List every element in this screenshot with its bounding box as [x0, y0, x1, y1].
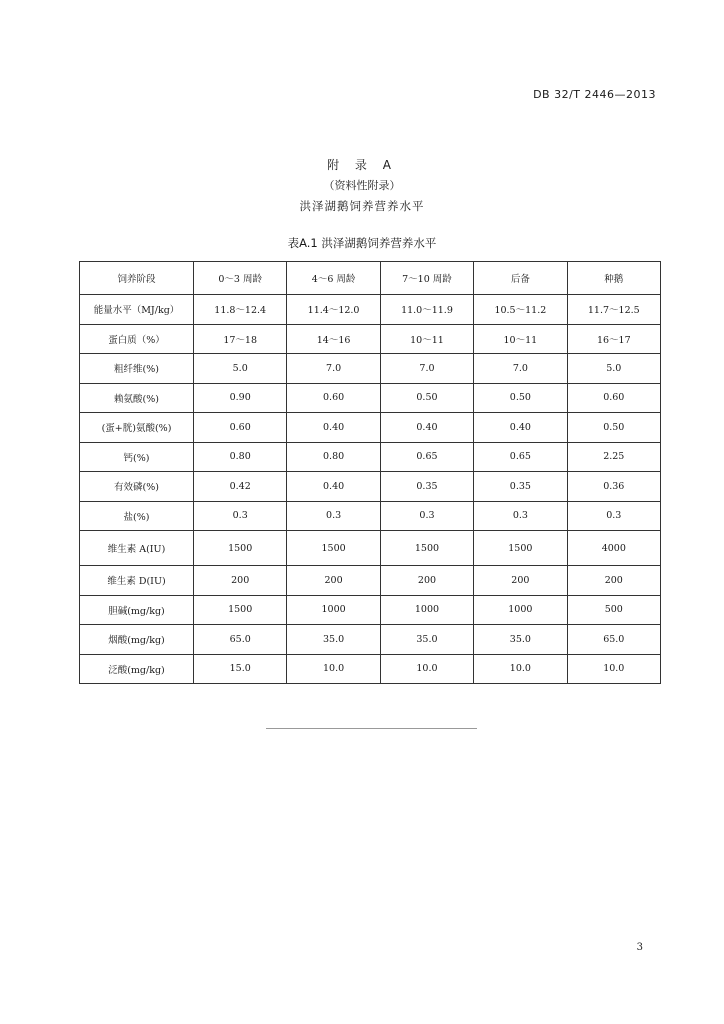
table-header-row	[80, 262, 661, 295]
row-label: 泛酸(mg/kg)	[80, 654, 194, 684]
table-cell: 65.0	[194, 625, 287, 655]
table-row	[80, 595, 661, 625]
table-cell: 10～11	[380, 324, 473, 354]
table-row	[80, 654, 661, 684]
row-label: 维生素 A(IU)	[80, 531, 194, 566]
appendix-title: 附 录 A	[327, 158, 397, 172]
table-cell: 200	[474, 566, 567, 596]
table-cell: 1000	[380, 595, 473, 625]
standard-code: DB 32/T 2446—2013	[533, 88, 656, 101]
row-label: 赖氨酸(%)	[80, 383, 194, 413]
table-cell: 2.25	[567, 442, 660, 472]
row-label: 维生素 D(IU)	[80, 566, 194, 596]
table-cell: 11.0～11.9	[380, 295, 473, 325]
table-cell: 0.50	[380, 383, 473, 413]
table-cell: 35.0	[474, 625, 567, 655]
table-cell: 0.3	[194, 501, 287, 531]
row-label: 蛋白质（%）	[80, 324, 194, 354]
table-cell: 0.60	[567, 383, 660, 413]
table-cell: 0.50	[474, 383, 567, 413]
table-cell: 10.0	[474, 654, 567, 684]
column-header: 7～10 周龄	[380, 262, 473, 295]
table-cell: 16～17	[567, 324, 660, 354]
page-number: 3	[636, 942, 643, 953]
table-cell: 0.35	[380, 472, 473, 502]
table-row	[80, 354, 661, 384]
table-cell: 1500	[380, 531, 473, 566]
table-cell: 1500	[287, 531, 380, 566]
table-caption: 表A.1 洪泽湖鹅饲养营养水平	[287, 236, 437, 250]
table-row	[80, 442, 661, 472]
table-cell: 11.4～12.0	[287, 295, 380, 325]
table-cell: 200	[287, 566, 380, 596]
table-cell: 10.5～11.2	[474, 295, 567, 325]
table-cell: 0.40	[287, 472, 380, 502]
appendix-type: （资料性附录）	[323, 179, 401, 192]
table-cell: 14～16	[287, 324, 380, 354]
table-cell: 0.40	[380, 413, 473, 443]
table-cell: 0.90	[194, 383, 287, 413]
table-cell: 0.42	[194, 472, 287, 502]
table-cell: 1000	[474, 595, 567, 625]
table-cell: 0.80	[194, 442, 287, 472]
table-cell: 0.50	[567, 413, 660, 443]
table-cell: 0.3	[474, 501, 567, 531]
table-row	[80, 566, 661, 596]
row-label: 盐(%)	[80, 501, 194, 531]
table-row	[80, 501, 661, 531]
row-label: 烟酸(mg/kg)	[80, 625, 194, 655]
table-cell: 5.0	[567, 354, 660, 384]
table-cell: 65.0	[567, 625, 660, 655]
table-cell: 10.0	[567, 654, 660, 684]
column-header: 4～6 周龄	[287, 262, 380, 295]
table-cell: 0.40	[287, 413, 380, 443]
section-divider	[266, 728, 477, 729]
table-row	[80, 383, 661, 413]
table-cell: 0.60	[194, 413, 287, 443]
table-cell: 0.3	[380, 501, 473, 531]
table-cell: 10.0	[287, 654, 380, 684]
column-header: 后备	[474, 262, 567, 295]
row-label: 粗纤维(%)	[80, 354, 194, 384]
table-cell: 1500	[194, 531, 287, 566]
table-cell: 4000	[567, 531, 660, 566]
table-cell: 5.0	[194, 354, 287, 384]
table-cell: 200	[380, 566, 473, 596]
appendix-name: 洪泽湖鹅饲养营养水平	[299, 199, 425, 213]
table-cell: 0.80	[287, 442, 380, 472]
table-cell: 11.7～12.5	[567, 295, 660, 325]
table-cell: 0.40	[474, 413, 567, 443]
table-row	[80, 413, 661, 443]
table-cell: 10～11	[474, 324, 567, 354]
table-cell: 35.0	[380, 625, 473, 655]
column-header: 0～3 周龄	[194, 262, 287, 295]
table-row	[80, 324, 661, 354]
table-cell: 500	[567, 595, 660, 625]
table-cell: 0.3	[287, 501, 380, 531]
table-cell: 17～18	[194, 324, 287, 354]
table-cell: 200	[567, 566, 660, 596]
table-cell: 7.0	[474, 354, 567, 384]
table-row	[80, 295, 661, 325]
row-label: 能量水平（MJ/kg）	[80, 295, 194, 325]
column-header: 种鹅	[567, 262, 660, 295]
table-cell: 35.0	[287, 625, 380, 655]
table-cell: 1500	[474, 531, 567, 566]
row-label: 钙(%)	[80, 442, 194, 472]
table-row	[80, 625, 661, 655]
table-cell: 200	[194, 566, 287, 596]
column-header: 饲养阶段	[80, 262, 194, 295]
row-label: (蛋+胱)氨酸(%)	[80, 413, 194, 443]
table-cell: 15.0	[194, 654, 287, 684]
table-cell: 1000	[287, 595, 380, 625]
table-cell: 0.65	[474, 442, 567, 472]
table-cell: 1500	[194, 595, 287, 625]
table-cell: 0.65	[380, 442, 473, 472]
table-row	[80, 531, 661, 566]
table-cell: 0.60	[287, 383, 380, 413]
table-cell: 0.36	[567, 472, 660, 502]
table-cell: 7.0	[287, 354, 380, 384]
table-row	[80, 472, 661, 502]
table-cell: 7.0	[380, 354, 473, 384]
nutrition-table	[79, 261, 661, 684]
table-cell: 11.8～12.4	[194, 295, 287, 325]
table-cell: 0.3	[567, 501, 660, 531]
table-cell: 10.0	[380, 654, 473, 684]
row-label: 胆碱(mg/kg)	[80, 595, 194, 625]
table-cell: 0.35	[474, 472, 567, 502]
row-label: 有效磷(%)	[80, 472, 194, 502]
